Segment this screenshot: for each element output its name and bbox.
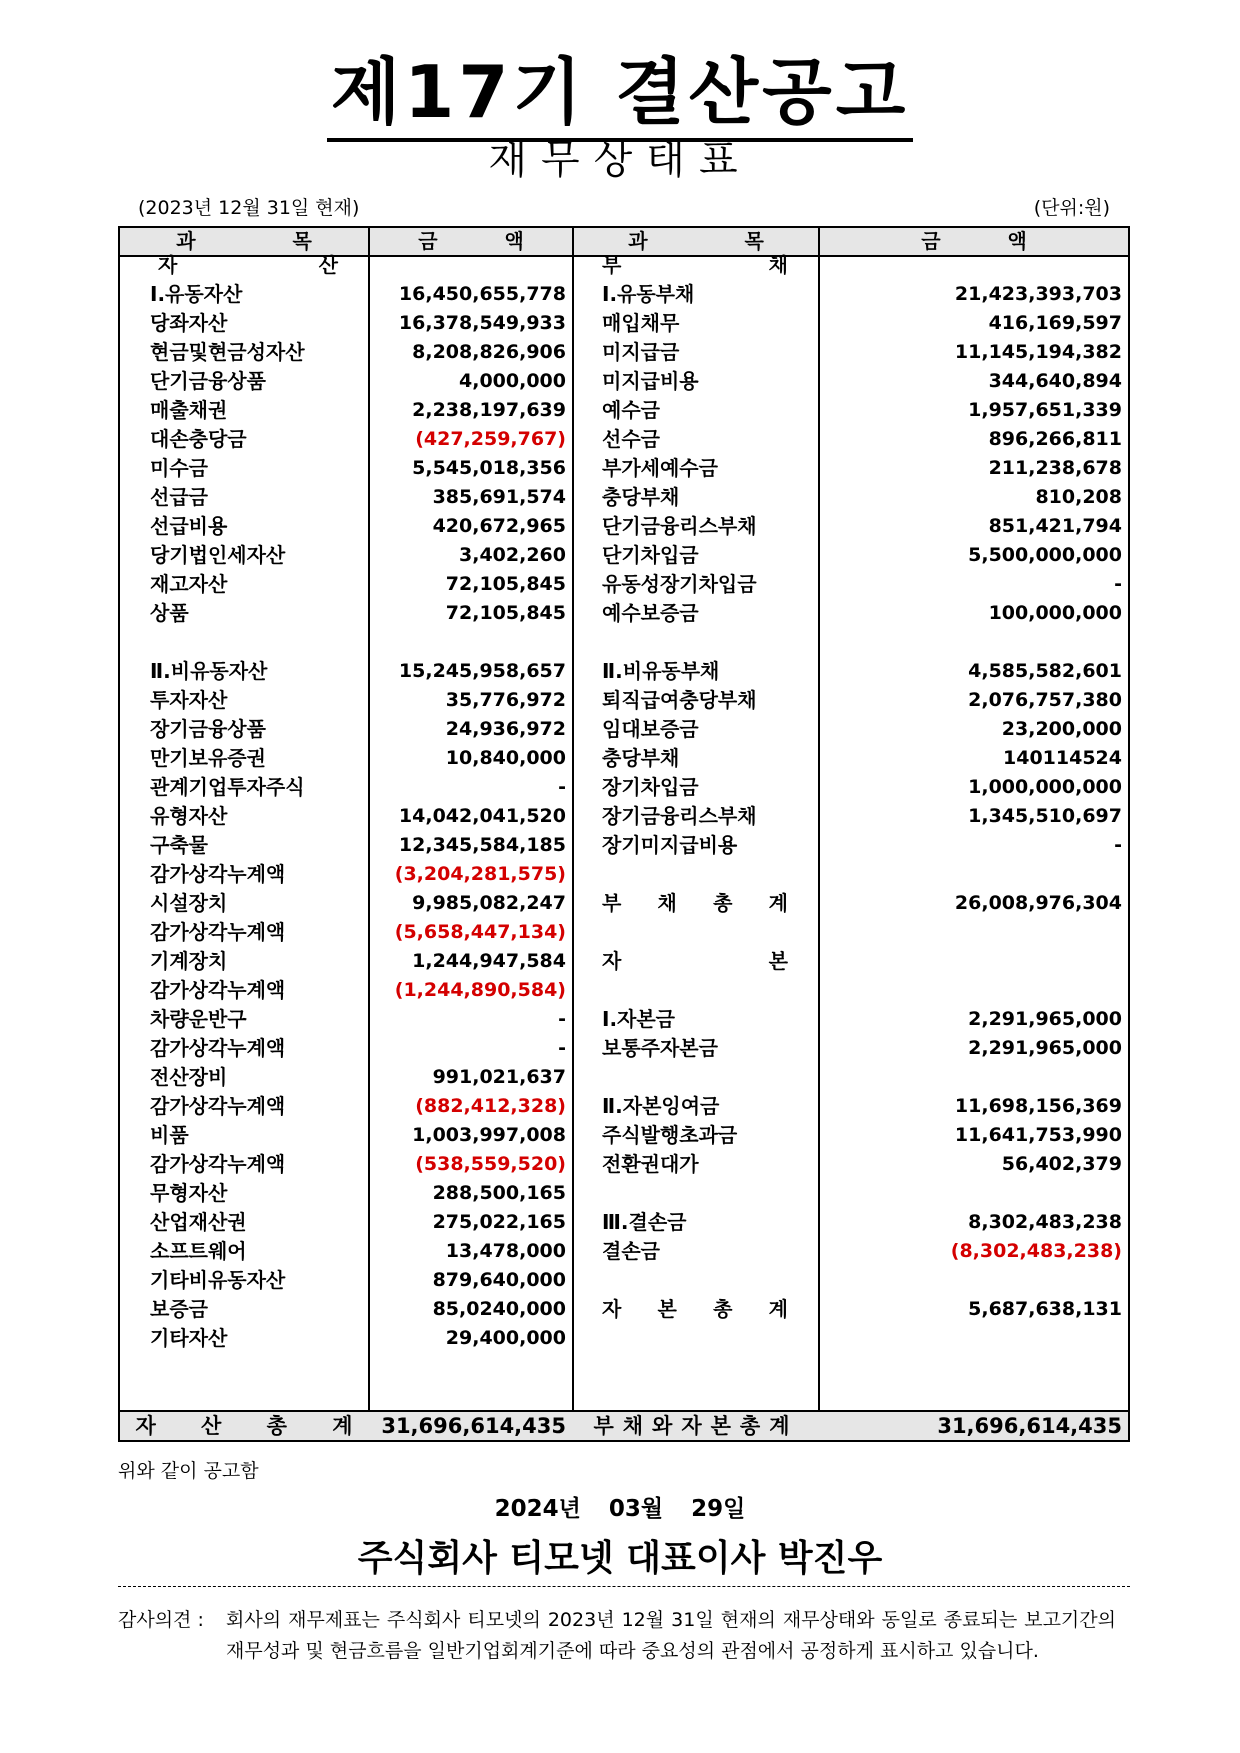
right-account-amount: 2,291,965,000	[968, 1037, 1122, 1059]
right-table-row	[120, 396, 1128, 425]
right-table-row	[120, 1179, 1128, 1208]
right-account-name: Ⅲ.결손금	[602, 1210, 687, 1234]
right-account-amount: -	[1114, 834, 1122, 856]
right-table-row	[120, 715, 1128, 744]
right-account-amount	[820, 1324, 1122, 1353]
right-account-name: 충당부채	[602, 746, 680, 770]
right-account-name: 임대보증금	[602, 717, 699, 741]
right-account-amount: 56,402,379	[1001, 1153, 1122, 1175]
right-account-amount: 1,000,000,000	[968, 776, 1122, 798]
right-account-amount: 11,641,753,990	[954, 1124, 1122, 1146]
left-account-amount: 16,450,655,778	[398, 283, 566, 305]
right-table-row	[120, 309, 1128, 338]
right-account-name: 미지급금	[602, 340, 680, 364]
right-account-amount: 1,345,510,697	[968, 805, 1122, 827]
right-table-row	[120, 918, 1128, 947]
right-table-row	[120, 1063, 1128, 1092]
left-account-amount: 72,105,845	[445, 602, 566, 624]
signing-date: 2024년 03월 29일	[494, 1496, 746, 1522]
left-account-name: 구축물	[150, 833, 208, 857]
left-account-name: 장기금융상품	[150, 717, 266, 741]
right-table-row	[120, 454, 1128, 483]
right-account-name: 예수보증금	[602, 601, 699, 625]
right-account-name: 주식발행초과금	[602, 1123, 738, 1147]
left-account-amount: (538,559,520)	[415, 1153, 566, 1175]
left-account-amount: (5,658,447,134)	[394, 921, 566, 943]
right-table-row	[120, 1034, 1128, 1063]
left-account-name: 미수금	[150, 456, 208, 480]
right-account-name: 보통주자본금	[602, 1036, 718, 1060]
left-account-amount: 275,022,165	[432, 1211, 566, 1233]
right-account-name: Ⅱ.비유동부채	[602, 659, 720, 683]
left-account-amount: 2,238,197,639	[412, 399, 566, 421]
table-footer	[120, 1410, 1128, 1440]
right-table-row	[120, 889, 1128, 918]
balance-sheet-table	[118, 226, 1130, 1442]
right-account-name: 유동성장기차입금	[602, 572, 757, 596]
right-table-row	[120, 1092, 1128, 1121]
right-account-amount: 26,008,976,304	[954, 892, 1122, 914]
left-account-amount: 420,672,965	[432, 515, 566, 537]
right-account-amount	[820, 947, 1122, 976]
left-account-name: 감가상각누계액	[150, 1094, 286, 1118]
left-account-name: 감가상각누계액	[150, 920, 286, 944]
left-account-amount: 3,402,260	[459, 544, 566, 566]
right-account-amount	[820, 860, 1122, 889]
right-table-row	[120, 860, 1128, 889]
right-account-amount	[820, 251, 1122, 280]
right-account-amount: 896,266,811	[988, 428, 1122, 450]
left-account-name: 관계기업투자주식	[150, 775, 305, 799]
audit-opinion-label: 감사의견 :	[118, 1609, 204, 1631]
right-account-amount: 23,200,000	[1001, 718, 1122, 740]
header-account-assets: 과 목	[176, 229, 312, 253]
left-account-name: 매출채권	[150, 398, 228, 422]
right-table-row	[120, 570, 1128, 599]
right-table-row	[120, 1150, 1128, 1179]
left-account-name: 감가상각누계액	[150, 1152, 286, 1176]
right-account-name: 매입채무	[602, 311, 680, 335]
right-account-amount	[820, 1179, 1122, 1208]
left-account-name: 현금및현금성자산	[150, 340, 305, 364]
right-account-name: 미지급비용	[602, 369, 699, 393]
left-account-amount: 29,400,000	[445, 1327, 566, 1349]
notice-statement: 위와 같이 공고함	[118, 1460, 259, 1482]
right-account-name: Ⅱ.자본잉여금	[602, 1094, 720, 1118]
right-table-row	[120, 1005, 1128, 1034]
right-account-amount	[820, 1266, 1122, 1295]
right-table-row	[120, 512, 1128, 541]
right-account-amount: 11,698,156,369	[954, 1095, 1122, 1117]
right-account-amount: (8,302,483,238)	[950, 1240, 1122, 1262]
left-account-name: 만기보유증권	[150, 746, 266, 770]
left-account-name: 시설장치	[150, 891, 228, 915]
right-account-amount: 2,291,965,000	[968, 1008, 1122, 1030]
right-account-amount: 1,957,651,339	[968, 399, 1122, 421]
right-table-row	[120, 541, 1128, 570]
left-account-amount: 16,378,549,933	[398, 312, 566, 334]
right-account-name: 장기차입금	[602, 775, 699, 799]
right-table-row	[120, 251, 1128, 280]
left-account-name: 상품	[150, 601, 189, 625]
right-table-row	[120, 1266, 1128, 1295]
left-account-name: 기계장치	[150, 949, 228, 973]
right-account-name: 부 채	[602, 253, 788, 277]
total-assets-label: 자 산 총 계	[135, 1414, 353, 1438]
header-account-liabilities: 과 목	[628, 229, 764, 253]
right-table-row	[120, 1324, 1128, 1353]
right-account-amount: 211,238,678	[988, 457, 1122, 479]
right-table-row	[120, 338, 1128, 367]
right-table-row	[120, 657, 1128, 686]
left-account-amount: 1,003,997,008	[412, 1124, 566, 1146]
right-account-name: Ⅰ.자본금	[602, 1007, 675, 1031]
left-account-amount: 879,640,000	[432, 1269, 566, 1291]
right-account-name: Ⅰ.유동부채	[602, 282, 695, 306]
left-account-name: 유형자산	[150, 804, 228, 828]
right-table-row	[120, 744, 1128, 773]
right-table-row	[120, 802, 1128, 831]
right-account-amount: 2,076,757,380	[968, 689, 1122, 711]
total-liabilities-equity-label: 부채와자본총계	[593, 1414, 799, 1438]
left-account-amount: -	[558, 1008, 566, 1030]
right-account-amount: 21,423,393,703	[954, 283, 1122, 305]
right-account-amount: -	[1114, 573, 1122, 595]
right-account-amount: 810,208	[1035, 486, 1122, 508]
right-account-amount	[820, 918, 1122, 947]
left-account-name: Ⅱ.비유동자산	[150, 659, 268, 683]
right-account-amount: 4,585,582,601	[968, 660, 1122, 682]
right-table-row	[120, 1208, 1128, 1237]
right-account-amount: 5,500,000,000	[968, 544, 1122, 566]
company-representative: 주식회사 티모넷 대표이사 박진우	[357, 1538, 883, 1579]
left-account-amount: 10,840,000	[445, 747, 566, 769]
right-account-amount	[820, 976, 1122, 1005]
left-account-name: 비품	[150, 1123, 189, 1147]
right-account-name: 결손금	[602, 1239, 660, 1263]
right-account-name: 충당부채	[602, 485, 680, 509]
left-account-amount: 35,776,972	[445, 689, 566, 711]
right-table-row	[120, 976, 1128, 1005]
left-account-name: 당기법인세자산	[150, 543, 286, 567]
right-account-name: 전환권대가	[602, 1152, 699, 1176]
left-account-amount: 5,545,018,356	[412, 457, 566, 479]
left-account-name: 선급금	[150, 485, 208, 509]
right-account-name: 선수금	[602, 427, 660, 451]
left-account-name: 전산장비	[150, 1065, 228, 1089]
right-account-name: 부가세예수금	[602, 456, 718, 480]
left-account-name: 기타자산	[150, 1326, 228, 1350]
left-account-name: 보증금	[150, 1297, 208, 1321]
right-table-row	[120, 1295, 1128, 1324]
left-account-name: 투자자산	[150, 688, 228, 712]
dashed-divider	[118, 1586, 1130, 1587]
left-account-amount: 72,105,845	[445, 573, 566, 595]
left-account-name: 재고자산	[150, 572, 228, 596]
right-table-row	[120, 425, 1128, 454]
right-account-name: 자 본 총 계	[602, 1297, 788, 1321]
left-account-name: 감가상각누계액	[150, 862, 286, 886]
right-account-amount	[820, 628, 1122, 657]
left-account-name: 기타비유동자산	[150, 1268, 286, 1292]
right-account-name: 퇴직급여충당부채	[602, 688, 757, 712]
left-account-amount: 12,345,584,185	[398, 834, 566, 856]
header-amount-assets: 금 액	[418, 229, 524, 253]
right-account-amount: 11,145,194,382	[954, 341, 1122, 363]
left-account-amount: 288,500,165	[432, 1182, 566, 1204]
total-liabilities-equity-value: 31,696,614,435	[937, 1414, 1122, 1438]
right-account-amount	[820, 1063, 1122, 1092]
header-amount-liabilities: 금 액	[921, 229, 1027, 253]
right-table-row	[120, 686, 1128, 715]
right-table-row	[120, 367, 1128, 396]
left-account-amount: 14,042,041,520	[398, 805, 566, 827]
right-account-name: 예수금	[602, 398, 660, 422]
left-account-amount: -	[558, 776, 566, 798]
left-account-name: 소프트웨어	[150, 1239, 247, 1263]
left-account-name: 자 산	[158, 253, 338, 277]
right-account-amount: 140114524	[1003, 747, 1122, 769]
right-account-name: 부 채 총 계	[602, 891, 788, 915]
right-table-row	[120, 628, 1128, 657]
left-account-amount: (1,244,890,584)	[394, 979, 566, 1001]
statement-subtitle: 재무상태표	[488, 137, 752, 183]
right-table-row	[120, 773, 1128, 802]
left-account-name: 당좌자산	[150, 311, 228, 335]
right-table-row	[120, 1237, 1128, 1266]
left-account-name: 감가상각누계액	[150, 978, 286, 1002]
left-account-name: 무형자산	[150, 1181, 228, 1205]
left-account-amount: 385,691,574	[432, 486, 566, 508]
notice-title: 제17기 결산공고	[0, 48, 1240, 136]
left-account-amount: 8,208,826,906	[412, 341, 566, 363]
audit-opinion-text: 회사의 재무제표는 주식회사 티모넷의 2023년 12월 31일 현재의 재무상태와 동일로 종료되는 보고기간의 재무성과 및 현금흐름을 일반기업회계기준에 따라 중요성의 관점에서 공정하게 표시하고 있습니다.	[226, 1609, 1116, 1662]
right-account-name: 장기미지급비용	[602, 833, 738, 857]
total-assets-value: 31,696,614,435	[381, 1414, 566, 1438]
left-account-amount: (3,204,281,575)	[394, 863, 566, 885]
left-account-amount: (882,412,328)	[415, 1095, 566, 1117]
right-table-row	[120, 1121, 1128, 1150]
left-account-name: 차량운반구	[150, 1007, 247, 1031]
left-account-amount: 85,0240,000	[432, 1298, 566, 1320]
left-account-name: 선급비용	[150, 514, 228, 538]
left-account-amount: 13,478,000	[445, 1240, 566, 1262]
right-account-name: 단기차입금	[602, 543, 699, 567]
left-account-name: 대손충당금	[150, 427, 247, 451]
left-account-name: 감가상각누계액	[150, 1036, 286, 1060]
date-note: (2023년 12월 31일 현재)	[138, 197, 360, 219]
left-account-name: Ⅰ.유동자산	[150, 282, 243, 306]
left-account-name: 단기금융상품	[150, 369, 266, 393]
right-table-row	[120, 599, 1128, 628]
left-account-amount: -	[558, 1037, 566, 1059]
left-account-amount: 1,244,947,584	[412, 950, 566, 972]
right-account-amount: 100,000,000	[988, 602, 1122, 624]
right-account-amount: 416,169,597	[988, 312, 1122, 334]
left-account-amount: 15,245,958,657	[398, 660, 566, 682]
right-account-name: 단기금융리스부채	[602, 514, 757, 538]
unit-note: (단위:원)	[1033, 197, 1110, 219]
right-account-amount: 344,640,894	[988, 370, 1122, 392]
left-account-amount: (427,259,767)	[415, 428, 566, 450]
left-account-amount: 4,000,000	[459, 370, 566, 392]
right-account-name: 자 본	[602, 949, 788, 973]
right-table-row	[120, 831, 1128, 860]
right-account-name: 장기금융리스부채	[602, 804, 757, 828]
right-table-row	[120, 947, 1128, 976]
left-account-amount: 991,021,637	[432, 1066, 566, 1088]
right-table-row	[120, 280, 1128, 309]
left-account-amount: 9,985,082,247	[412, 892, 566, 914]
right-account-amount: 5,687,638,131	[968, 1298, 1122, 1320]
left-account-amount: 24,936,972	[445, 718, 566, 740]
right-account-amount: 851,421,794	[988, 515, 1122, 537]
right-table-row	[120, 483, 1128, 512]
right-account-amount: 8,302,483,238	[968, 1211, 1122, 1233]
left-account-name: 산업재산권	[150, 1210, 247, 1234]
